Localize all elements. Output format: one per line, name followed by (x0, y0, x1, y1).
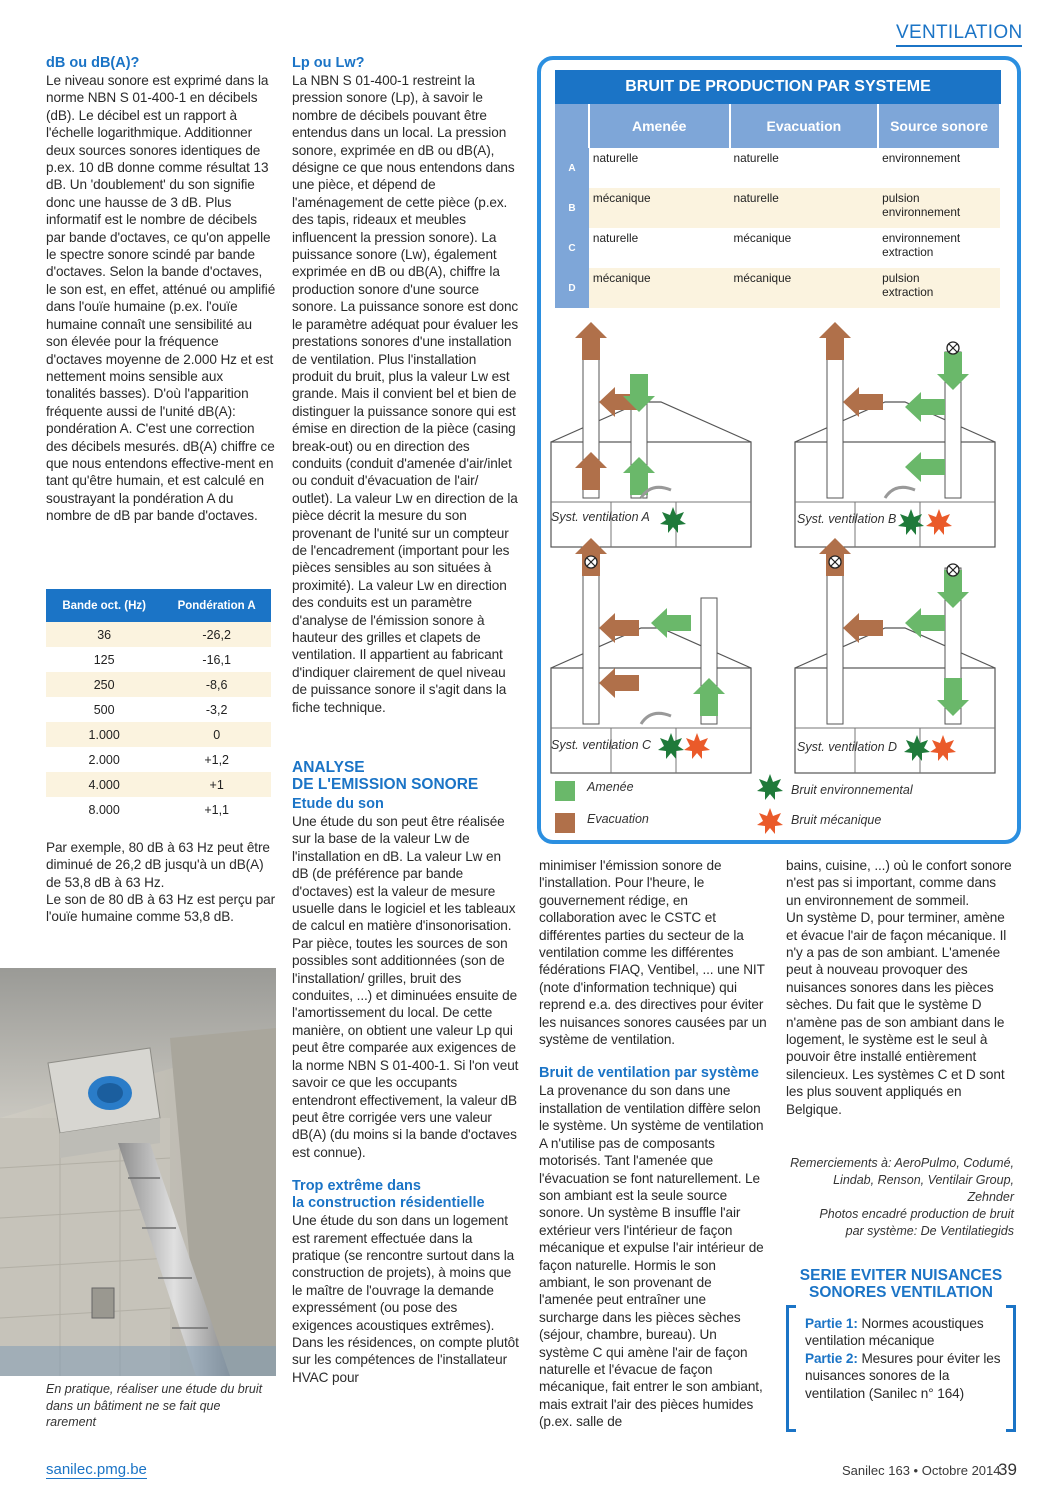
legend-evacuation: Evacuation (587, 812, 649, 826)
table-row (46, 772, 271, 797)
footer-issue: Sanilec 163 • Octobre 2014 (842, 1463, 1001, 1478)
system-box (537, 56, 1021, 844)
octave-weight: +1,1 (162, 797, 271, 822)
system-header-evacuation: Evacuation (730, 104, 879, 148)
system-source (878, 148, 1000, 188)
serie-title-2: SONORES VENTILATION (808, 1284, 993, 1301)
part-1-label: Partie 1: (805, 1316, 858, 1331)
subheading-bruit-systeme: Bruit de ventilation par système (539, 1065, 759, 1082)
column-1 (46, 55, 276, 525)
paragraph-perceived: Le son de 80 dB à 63 Hz est perçu par l'ouïe humaine comme 53,8 dB. (46, 892, 276, 925)
table-row (555, 268, 1000, 308)
source-line: environnement (882, 205, 961, 219)
system-source (878, 228, 1000, 268)
source-line: extraction (882, 245, 934, 259)
thanks-note: Remerciements à: AeroPulmo, Codumé, Lindab, Renson, Ventilair Group, Zehnder (790, 1156, 1014, 1204)
paragraph-example: Par exemple, 80 dB à 63 Hz peut être diminué de 26,2 dB jusqu'à un dB(A) de 53,8 dB à 63 Hz. (46, 840, 270, 890)
caption-system-a: Syst. ventilation A (551, 510, 650, 524)
caption-system-b: Syst. ventilation B (797, 512, 897, 526)
octave-band: 500 (46, 697, 162, 722)
star-env-a (660, 507, 686, 533)
photo-caption: En pratique, réaliser une étude du bruit dans un bâtiment ne se fait que rarement (46, 1382, 263, 1429)
table-row (46, 647, 271, 672)
table-row (46, 747, 271, 772)
octave-table (46, 589, 271, 822)
octave-weight: -16,1 (162, 647, 271, 672)
table-row (555, 228, 1000, 268)
photos-credit: Photos encadré production de bruit par système: De Ventilatiegids (819, 1207, 1014, 1238)
table-row (46, 797, 271, 822)
column-3 (539, 857, 767, 1431)
heading-db: dB ou dB(A)? (46, 55, 140, 71)
octave-weight: +1,2 (162, 747, 271, 772)
octave-band: 1.000 (46, 722, 162, 747)
heading-analysis-1: ANALYSE (292, 759, 365, 776)
serie-box (786, 1267, 1016, 1432)
octave-band: 8.000 (46, 797, 162, 822)
legend-meca: Bruit mécanique (791, 813, 882, 827)
legend-amenee-swatch (555, 781, 575, 801)
system-label: A (555, 148, 589, 188)
paragraph-bruit-systeme: La provenance du son dans une installation de ventilation diffère selon le système. Un système de ventilation A n'utilise pas de composants motorisés. Tant l'amenée que l'évacuation se font naturellement. Le son ambiant est la seule source sonore. Un système B insuffle l'air extérieur vers l'intérieur de façon mécanique et expulse l'air intérieur de façon naturelle. Hormis le son ambiant, le son provenant de l'amenée peut entraîner une surcharge dans les pièces sèches (séjour, chambre, bureau). Un système C qui amène l'air de façon naturelle et l'évacue de façon mécanique, fait entrer le son ambiant, mais extrait l'air des pièces humides (p.ex. salle de (539, 1083, 764, 1430)
octave-weight: -26,2 (162, 622, 271, 647)
octave-header-band: Bande oct. (Hz) (46, 589, 162, 622)
serie-parts (786, 1307, 1016, 1432)
octave-weight: +1 (162, 772, 271, 797)
column-2 (292, 55, 520, 716)
column-2-analysis (292, 759, 520, 1386)
caption-system-d: Syst. ventilation D (797, 740, 898, 754)
octave-header-weight: Pondération A (162, 589, 271, 622)
source-line: pulsion (882, 271, 920, 285)
system-source (878, 268, 1000, 308)
table-row (46, 622, 271, 647)
caption-system-c: Syst. ventilation C (551, 738, 652, 752)
subheading-etude: Etude du son (292, 796, 384, 812)
source-line: environnement (882, 151, 961, 165)
serie-part-2 (805, 1350, 1003, 1402)
diagram-system-d (795, 538, 995, 773)
table-row (46, 672, 271, 697)
system-source (878, 188, 1000, 228)
paragraph-bains: bains, cuisine, ...) où le confort sonore n'est pas si important, comme dans un environnement de sommeil. (786, 858, 1012, 908)
system-evacuation: mécanique (730, 228, 879, 268)
footer-site[interactable]: sanilec.pmg.be (46, 1461, 147, 1478)
column-4 (786, 857, 1014, 1118)
paragraph-etude: Une étude du son peut être réalisée sur la base de la valeur Lw de l'installation en dB. La valeur Lw en dB (de préférence par bande d'octaves) est la valeur de mesure usuelle dans le logiciel et les tableaux de calcul en matière d'insonorisation. Par pièce, toutes les sources de son possibles sont additionnées (son de l'installation/ grilles, bruit des conduites, ...) et diminuées ensuite de l'amortissement du local. De cette manière, on obtient une valeur Lp qui peut être comparée aux exigences de la norme NBN S 01-400-1. Si l'on veut savoir ce que les occupants entendront effectivement, la valeur dB peut être corrigée vers une valeur dB(A) (du moins si la bande d'octaves est connue). (292, 814, 519, 1160)
subheading-extreme-2: la construction résidentielle (292, 1195, 485, 1212)
paragraph-extreme: Une étude du son dans un logement est rarement effectuée dans la pratique (se rencontre surtout dans la construction de projets), à moins que le maître de l'ouvrage la demande expressément (ou pose des exigences acoustiques extrêmes). Dans les résidences, on compte plutôt sur les compétences de l'installateur HVAC pour (292, 1213, 519, 1385)
paragraph-lp-lw: La NBN S 01-400-1 restreint la pression sonore (Lp), à savoir le nombre de décibels pouvant être entendus dans un local. La pression sonore, exprimée en dB ou dB(A), désigne ce que nous entendons dans une pièce, et dépend de l'aménagement de cette pièce (p.ex. des tapis, rideaux et meubles influencent la pression sonore). La puissance sonore (Lw), également exprimée en dB ou dB(A), chiffre la production sonore d'une source sonore. La puissance sonore est donc le paramètre adéquat pour évaluer les prestations sonores d'une installation de ventilation. Plus l'installation produit du bruit, plus la valeur Lw est grande. Mais il convient bel et bien de distinguer la puissance sonore qui est émise en direction de la pièce (casing break-out) ou en direction des conduits (conduit d'amenée d'air/inlet ou conduit d'évacuation de l'air/ outlet). La valeur Lw en direction de la pièce décrit la mesure du son provenant de l'unité sur un compteur de l'encadrement (important pour les pièces sensibles au son situées à proximité). La valeur Lw en direction des conduits est un paramètre d'analyse de l'émission sonore à hauteur des grilles et clapets de ventilation. Il appartient au fabricant d'indiquer clairement de quel niveau de puissance sonore il s'agit dans la fiche technique. (292, 73, 519, 715)
system-label: D (555, 268, 589, 308)
part-1-text: Normes acoustiques ventilation mécanique (805, 1316, 984, 1349)
section-label: VENTILATION (896, 22, 1022, 47)
photo-drawing (0, 968, 276, 1376)
table-row (555, 148, 1000, 188)
source-line: extraction (882, 285, 934, 299)
octave-band: 125 (46, 647, 162, 672)
system-amenee: mécanique (589, 268, 730, 308)
system-amenee: naturelle (589, 148, 730, 188)
system-header-amenee: Amenée (589, 104, 730, 148)
legend-amenee: Amenée (587, 780, 634, 794)
octave-band: 4.000 (46, 772, 162, 797)
paragraph-db: Le niveau sonore est exprimé dans la norme NBN S 01-400-1 en décibels (dB). Le décibel est un rapport à l'échelle logarithmique. Additionner deux sources sonores identiques de p.ex. 10 dB donne comme résultat 13 dB. Un 'doublement' du son signifie donc une hausse de 3 dB. Plus informatif est le nombre de décibels par bande d'octaves, ce qu'on appelle le spectre sonore scindé par bande d'octaves. Selon la bande d'octaves, le son est, en effet, atténué ou amplifié dans l'ouïe humaine (p.ex. l'ouïe humaine connaît une sensibilité au son élevée pour la fréquence d'octaves moyenne de 2.000 Hz et est nettement moins sensible aux tonalités basses). D'où l'apparition fréquente aussi de l'unité dB(A): pondération A. C'est une correction des décibels mesurés. dB(A) chiffre ce que nous entendons effective-ment en tant qu'être humain, et est calculé en soustrayant la pondération A du nombre de dB par bande d'octaves. (46, 73, 276, 524)
system-evacuation: mécanique (730, 268, 879, 308)
table-row (46, 722, 271, 747)
heading-lp-lw: Lp ou Lw? (292, 55, 365, 71)
table-row (46, 697, 271, 722)
part-2-label: Partie 2: (805, 1350, 858, 1366)
serie-part-1 (805, 1315, 1003, 1350)
legend-evacuation-swatch (555, 813, 575, 833)
system-label: C (555, 228, 589, 268)
ventilation-diagrams (545, 316, 1021, 838)
system-evacuation: naturelle (730, 148, 879, 188)
page-number: 39 (998, 1460, 1017, 1479)
source-line: environnement (882, 231, 961, 245)
system-header-source: Source sonore (878, 104, 1000, 148)
system-header-blank (555, 104, 589, 148)
octave-band: 2.000 (46, 747, 162, 772)
octave-band: 250 (46, 672, 162, 697)
source-line: pulsion (882, 191, 920, 205)
paragraph-systeme-d: Un système D, pour terminer, amène et évacue l'air de façon mécanique. Il n'y a pas de son ambiant. L'amenée peut à nouveau provoquer des nuisances sonores dans les pièces sèches. Du fait que le système D n'amène pas de son ambiant dans le logement, le système est le seul à pouvoir être installé entièrement silencieux. Les systèmes C et D sont les plus souvent appliqués en Belgique. (786, 910, 1007, 1117)
system-table (555, 104, 1001, 308)
paragraph-minimiser: minimiser l'émission sonore de l'installation. Pour l'heure, le gouvernement rédige, en collaboration avec le CSTC et différentes parties du secteur de la ventilation comme les différentes fédérations FIAQ, Ventibel, ... une NIT (note d'information technique) qui reprend e.a. des directives pour éviter les nuisances sonores causées par un système de ventilation. (539, 858, 767, 1048)
system-label: B (555, 188, 589, 228)
serie-title-1: SERIE EVITER NUISANCES (799, 1267, 1003, 1284)
system-box-title: BRUIT DE PRODUCTION PAR SYSTEME (555, 70, 1001, 104)
octave-weight: 0 (162, 722, 271, 747)
octave-band: 36 (46, 622, 162, 647)
system-amenee: naturelle (589, 228, 730, 268)
installation-photo (0, 968, 276, 1376)
system-evacuation: naturelle (730, 188, 879, 228)
legend-env: Bruit environnemental (791, 783, 913, 797)
system-amenee: mécanique (589, 188, 730, 228)
octave-weight: -3,2 (162, 697, 271, 722)
part-2-text: Mesures pour éviter les nuisances sonores de la ventilation (Sanilec n° 164) (805, 1350, 1001, 1401)
heading-analysis-2: DE L'EMISSION SONORE (292, 776, 479, 793)
table-row (555, 188, 1000, 228)
subheading-extreme-1: Trop extrême dans (292, 1178, 421, 1195)
octave-weight: -8,6 (162, 672, 271, 697)
